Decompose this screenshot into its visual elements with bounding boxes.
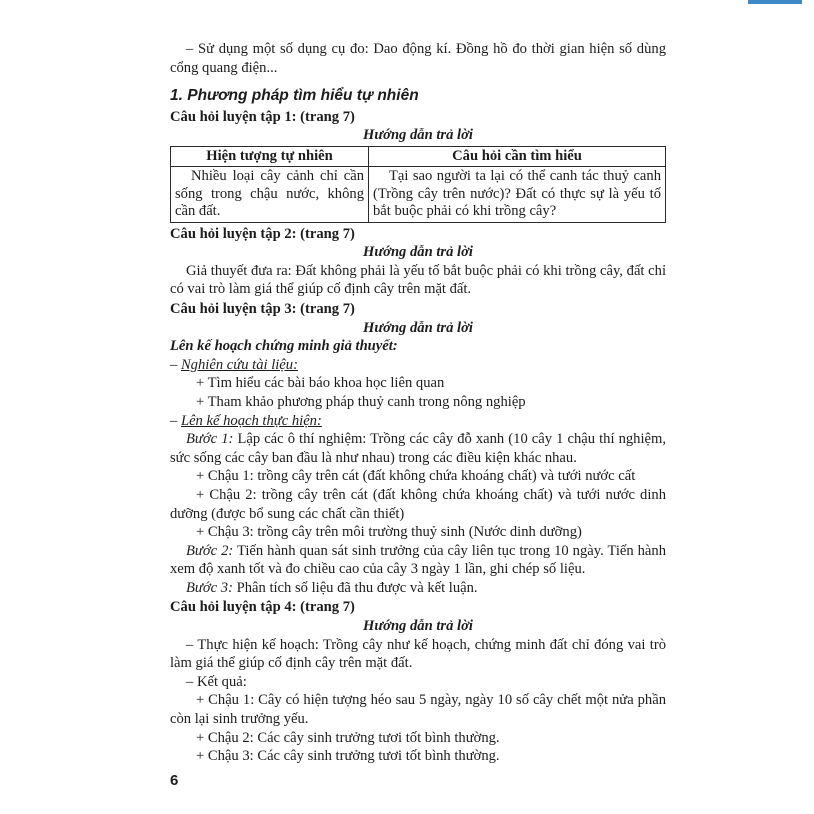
q4-implement: – Thực hiện kế hoạch: Trồng cây như kế hoạch, chứng minh đất chỉ đóng vai trò làm giá thể giúp cố định cây trên mặt đất. (170, 636, 666, 672)
research-label: Nghiên cứu tài liệu: (180, 356, 298, 373)
q1-table (170, 146, 666, 223)
research-item: + Tìm hiểu các bài báo khoa học liên quan (196, 375, 445, 392)
step3-text: Phân tích số liệu đã thu được và kết luận. (232, 579, 478, 596)
corner-accent (748, 0, 802, 4)
table-header-question: Câu hỏi cần tìm hiểu (369, 146, 666, 166)
step2-paragraph (170, 542, 666, 579)
step1-text: Lập các ô thí nghiệm: Trồng các cây đỗ xanh (10 cây 1 chậu thí nghiệm, sức sống các cây ban đầu là như nhau) trong các điều kiện khác nhau. (170, 431, 666, 466)
plan-line: – Lên kế hoạch thực hiện: (170, 412, 322, 429)
research-item: + Tham khảo phương pháp thuỷ canh trong nông nghiệp (196, 393, 526, 410)
step3-label: Bước 3: (186, 579, 233, 596)
q1-guide: Hướng dẫn trả lời (363, 127, 473, 144)
q2-title: Câu hỏi luyện tập 2: (trang 7) (170, 225, 355, 242)
step3-paragraph (170, 579, 666, 598)
q2-text: Giả thuyết đưa ra: Đất không phải là yếu tố bắt buộc phải có khi trồng cây, đất chỉ có vai trò làm giá thể giúp cố định cây trên mặt đất. (170, 262, 666, 298)
q1-title: Câu hỏi luyện tập 1: (trang 7) (170, 108, 355, 125)
table-header-phenomenon: Hiện tượng tự nhiên (171, 146, 369, 166)
q4-result-label: – Kết quả: (186, 673, 247, 690)
page-number: 6 (170, 772, 179, 789)
intro-paragraph: – Sử dụng một số dụng cụ đo: Dao động kí. Đồng hồ đo thời gian hiện số dùng cổng quang điện... (170, 41, 666, 76)
pot-item: + Chậu 2: trồng cây trên cát (đất không chứa khoáng chất) và tưới nước dinh dưỡng (được bổ sung các chất cần thiết) (170, 486, 666, 522)
result-item: + Chậu 1: Cây có hiện tượng héo sau 5 ngày, ngày 10 số cây chết một nửa phần còn lại sinh trưởng yếu. (170, 692, 666, 728)
table-cell-phenomenon: Nhiều loại cây cảnh chỉ cần sống trong chậu nước, không cần đất. (171, 167, 369, 222)
step2-label: Bước 2: (186, 542, 234, 559)
q3-guide: Hướng dẫn trả lời (363, 319, 473, 336)
plan-heading: Lên kế hoạch chứng minh giả thuyết: (170, 338, 398, 355)
step1-paragraph (170, 430, 666, 467)
section-title: 1. Phương pháp tìm hiểu tự nhiên (170, 87, 419, 105)
step1-label: Bước 1: (186, 431, 234, 448)
table-cell-question: Tại sao người ta lại có thể canh tác thuỷ canh (Trồng cây trên nước)? Đất có thực sự là yếu tố bắt buộc phải có khi trồng cây? (369, 167, 666, 222)
q4-title: Câu hỏi luyện tập 4: (trang 7) (170, 599, 355, 616)
q2-guide: Hướng dẫn trả lời (363, 244, 473, 261)
result-item: + Chậu 2: Các cây sinh trưởng tươi tốt bình thường. (196, 729, 500, 746)
step2-text: Tiến hành quan sát sinh trưởng của cây liên tục trong 10 ngày. Tiến hành xem độ xanh tốt và đo chiều cao của cây 3 ngày 1 lần, ghi chép số liệu. (170, 542, 667, 578)
q3-title: Câu hỏi luyện tập 3: (trang 7) (170, 300, 355, 317)
q4-guide: Hướng dẫn trả lời (363, 618, 473, 635)
research-line: – Nghiên cứu tài liệu: (170, 356, 298, 373)
pot-item: + Chậu 1: trồng cây trên cát (đất không chứa khoáng chất) và tưới nước cất (196, 468, 636, 485)
pot-item: + Chậu 3: trồng cây trên môi trường thuỷ sinh (Nước dinh dưỡng) (196, 524, 582, 541)
result-item: + Chậu 3: Các cây sinh trưởng tươi tốt bình thường. (196, 748, 500, 765)
plan-label: Lên kế hoạch thực hiện: (180, 412, 322, 429)
